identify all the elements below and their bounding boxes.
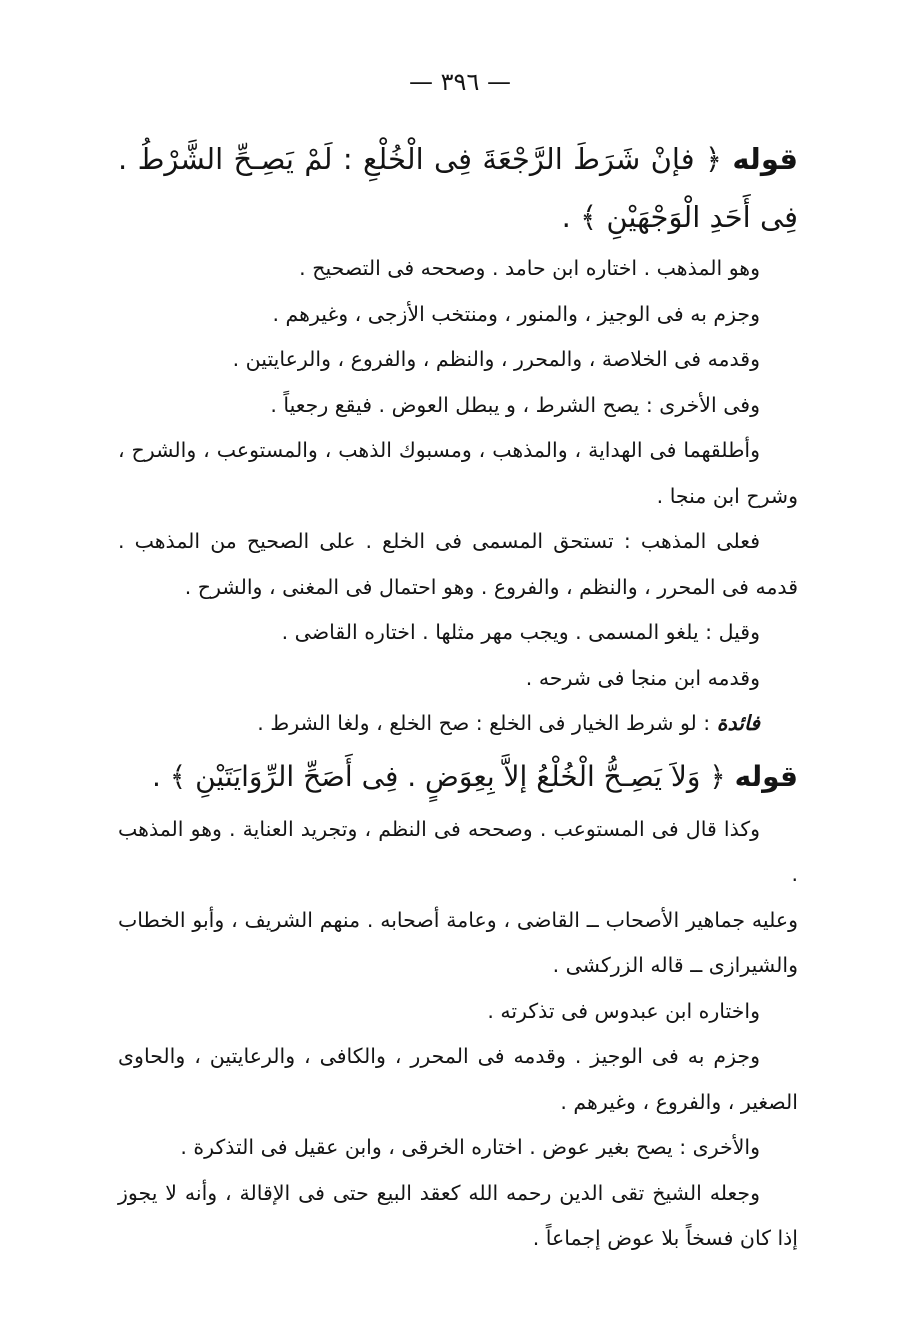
benefit-text: : لو شرط الخيار فى الخلع : صح الخلع ، ولغا الشرط .: [257, 711, 711, 735]
page-number: — ٣٩٦ —: [409, 68, 511, 96]
paragraph: واختاره ابن عبدوس فى تذكرته .: [487, 998, 760, 1023]
paragraph: وعليه جماهير الأصحاب ــ القاضى ، وعامة أصحابه . منهم الشريف ، وأبو الخطاب والشيرازى ــ قاله الزركشى .: [118, 907, 798, 977]
paragraph: وقيل : يلغو المسمى . ويجب مهر مثلها . اختاره القاضى .: [281, 620, 760, 644]
paragraph: فعلى المذهب : تستحق المسمى فى الخلع . على الصحيح من المذهب . قدمه فى المحرر ، والنظم ، والفروع . وهو احتمال فى المغنى ، والشرح .: [118, 529, 798, 599]
paragraph: وجزم به فى الوجيز . وقدمه فى المحرر ، والكافى ، والرعايتين ، والحاوى الصغير ، والفروع ، وغيرهم .: [118, 1044, 798, 1114]
heading-quote-1: [118, 130, 798, 246]
paragraph: والأخرى : يصح بغير عوض . اختاره الخرقى ، وابن عقيل فى التذكرة .: [180, 1135, 760, 1159]
paragraph: وكذا قال فى المستوعب . وصححه فى النظم ، وتجريد العناية . وهو المذهب .: [118, 816, 798, 886]
paragraph: وقدمه فى الخلاصة ، والمحرر ، والنظم ، والفروع ، والرعايتين .: [232, 347, 760, 371]
heading-text: ﴿ فإنْ شَرَطَ الرَّجْعَةَ فِى الْخُلْعِ : لَمْ يَصِـحِّ الشَّرْطُ . فِى أَحَدِ الْوَجْهَيْنِ ﴾ .: [118, 142, 798, 234]
paragraph: وجزم به فى الوجيز ، والمنور ، ومنتخب الأزجى ، وغيرهم .: [272, 301, 760, 326]
paragraph: وقدمه ابن منجا فى شرحه .: [525, 665, 760, 690]
paragraph: وهو المذهب . اختاره ابن حامد . وصححه فى التصحيح .: [299, 256, 760, 280]
heading-keyword: قوله: [734, 759, 798, 793]
paragraph: وأطلقهما فى الهداية ، والمذهب ، ومسبوك الذهب ، والمستوعب ، والشرح ، وشرح ابن منجا .: [118, 438, 798, 508]
paragraph: وجعله الشيخ تقى الدين رحمه الله كعقد البيع حتى فى الإقالة ، وأنه لا يجوز إذا كان فسخاً بلا عوض إجماعاً .: [118, 1180, 798, 1250]
heading-quote-2: [118, 747, 798, 807]
benefit-keyword: فائدة: [716, 711, 760, 735]
page-body: [118, 130, 798, 1262]
paragraph: وفى الأخرى : يصح الشرط ، و يبطل العوض . فيقع رجعياً .: [270, 392, 760, 417]
heading-keyword: قوله: [732, 142, 798, 176]
benefit-note: [118, 701, 798, 747]
heading-text: ﴿ وَلاَ يَصِـحُّ الْخُلْعُ إلاَّ بِعِوَضٍ . فِى أَصَحِّ الرِّوَايَتَيْنِ ﴾ .: [152, 759, 726, 793]
